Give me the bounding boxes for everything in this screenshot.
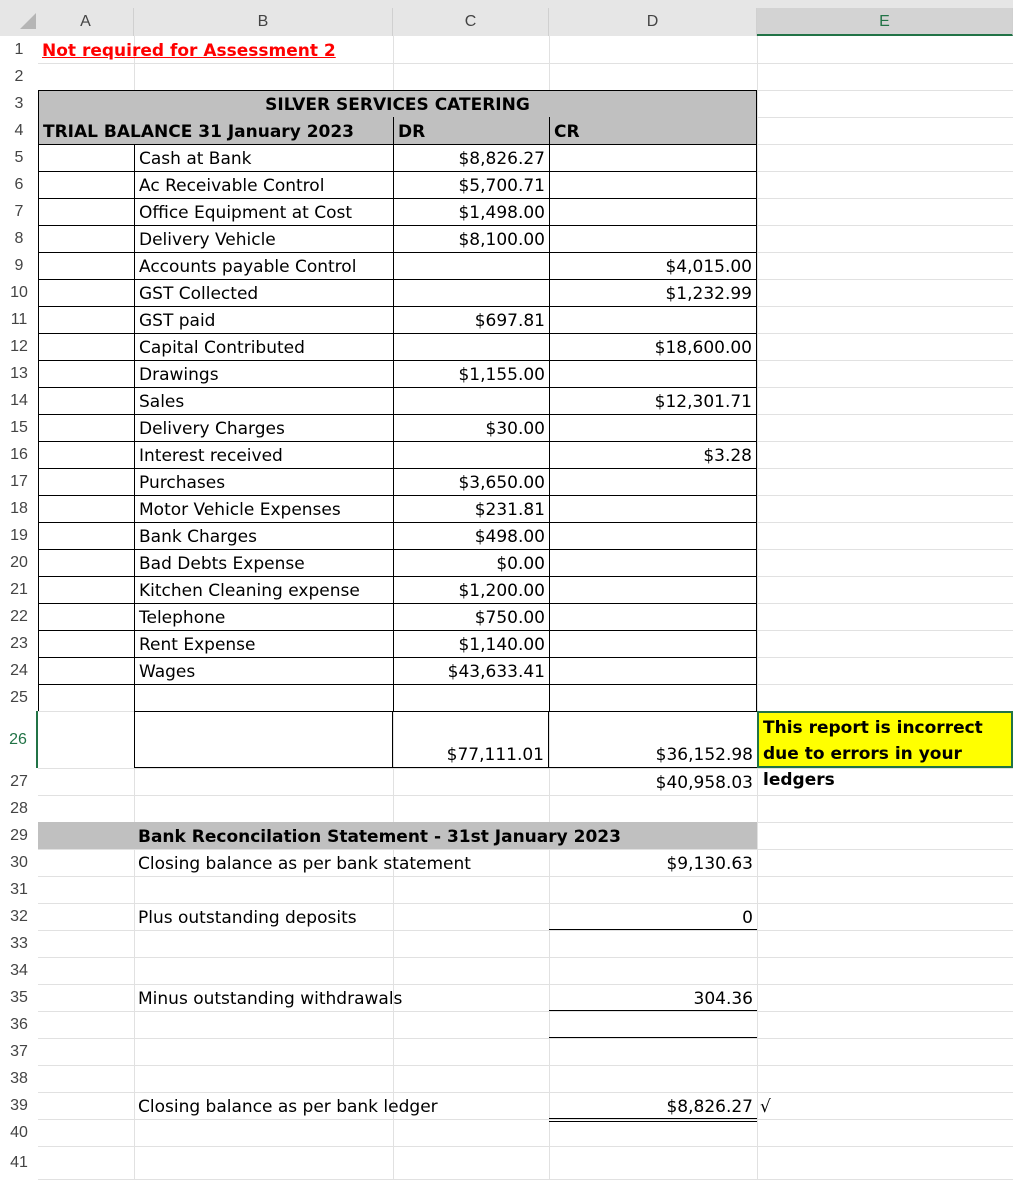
- double-underline-top-2: [549, 1037, 757, 1038]
- account-name[interactable]: GST paid: [134, 306, 393, 333]
- row-header-37[interactable]: 37: [0, 1038, 38, 1065]
- cr-amount[interactable]: [549, 549, 757, 576]
- account-row-blank[interactable]: [38, 360, 134, 387]
- account-row-blank[interactable]: [38, 333, 134, 360]
- assessment-note[interactable]: Not required for Assessment 2: [42, 41, 336, 61]
- grid-row-line: [38, 1065, 1013, 1066]
- row-header-8[interactable]: 8: [0, 225, 38, 252]
- ledger-label[interactable]: Closing balance as per bank ledger: [138, 1097, 438, 1117]
- dr-amount[interactable]: [393, 252, 549, 279]
- withdrawals-value[interactable]: 304.36: [693, 989, 753, 1009]
- ledger-underline: [549, 1118, 757, 1119]
- row-header-25[interactable]: 25: [0, 684, 38, 711]
- row-header-17[interactable]: 17: [0, 468, 38, 495]
- row-header-12[interactable]: 12: [0, 333, 38, 360]
- row-header-3[interactable]: 3: [0, 90, 38, 117]
- row-header-27[interactable]: 27: [0, 768, 38, 795]
- column-header-b[interactable]: B: [134, 8, 393, 36]
- row-header-9[interactable]: 9: [0, 252, 38, 279]
- account-name[interactable]: Motor Vehicle Expenses: [134, 495, 393, 522]
- dr-amount[interactable]: $3,650.00: [393, 468, 549, 495]
- account-row-blank[interactable]: [38, 603, 134, 630]
- error-comment[interactable]: This report is incorrect due to errors in your ledgers: [757, 711, 1013, 768]
- withdrawals-label[interactable]: Minus outstanding withdrawals: [138, 989, 403, 1009]
- account-row-blank[interactable]: [38, 144, 134, 171]
- dr-amount[interactable]: $1,200.00: [393, 576, 549, 603]
- row-header-2[interactable]: 2: [0, 63, 38, 90]
- account-row-blank[interactable]: [38, 306, 134, 333]
- grid-row-line: [38, 957, 1013, 958]
- dr-amount[interactable]: $8,826.27: [393, 144, 549, 171]
- deposits-value[interactable]: 0: [742, 908, 753, 928]
- account-name[interactable]: Cash at Bank: [134, 144, 393, 171]
- cr-amount[interactable]: [549, 657, 757, 684]
- cr-amount[interactable]: $3.28: [549, 441, 757, 468]
- grid-row-line: [38, 930, 1013, 931]
- row-header-29[interactable]: 29: [0, 822, 38, 849]
- dr-amount[interactable]: [393, 441, 549, 468]
- deposits-label[interactable]: Plus outstanding deposits: [138, 908, 357, 928]
- ledger-double-underline: [549, 1121, 757, 1122]
- account-row-blank[interactable]: [38, 495, 134, 522]
- row-header-40[interactable]: 40: [0, 1119, 38, 1146]
- account-row-blank[interactable]: [38, 279, 134, 306]
- row-header-4[interactable]: 4: [0, 117, 38, 144]
- grid-row-line: [38, 1011, 1013, 1012]
- bank-rec-title[interactable]: Bank Reconcilation Statement - 31st January 2023: [38, 822, 757, 849]
- account-row-blank[interactable]: [38, 252, 134, 279]
- row-header-7[interactable]: 7: [0, 198, 38, 225]
- cr-amount[interactable]: $18,600.00: [549, 333, 757, 360]
- closing-bank-label[interactable]: Closing balance as per bank statement: [138, 854, 471, 874]
- row-header-23[interactable]: 23: [0, 630, 38, 657]
- row-header-26[interactable]: 26: [0, 711, 38, 768]
- account-name[interactable]: Kitchen Cleaning expense: [134, 576, 393, 603]
- account-name[interactable]: Sales: [134, 387, 393, 414]
- blank-cell[interactable]: [549, 684, 757, 711]
- cr-amount[interactable]: $1,232.99: [549, 279, 757, 306]
- account-row-blank[interactable]: [38, 441, 134, 468]
- grid-row-line: [38, 876, 1013, 877]
- row-header-33[interactable]: 33: [0, 930, 38, 957]
- cr-amount[interactable]: [549, 225, 757, 252]
- account-name[interactable]: Rent Expense: [134, 630, 393, 657]
- grid-row-line: [38, 1038, 1013, 1039]
- account-name[interactable]: Delivery Charges: [134, 414, 393, 441]
- grid-row-line: [38, 795, 1013, 796]
- ledger-value[interactable]: $8,826.27: [666, 1097, 753, 1117]
- row-header-32[interactable]: 32: [0, 903, 38, 930]
- select-all-triangle-icon: [20, 13, 36, 29]
- account-name[interactable]: Drawings: [134, 360, 393, 387]
- total-cr[interactable]: $36,152.98: [549, 711, 757, 768]
- cr-amount[interactable]: [549, 576, 757, 603]
- row-header-31[interactable]: 31: [0, 876, 38, 903]
- row-header-14[interactable]: 14: [0, 387, 38, 414]
- account-row-blank[interactable]: [38, 198, 134, 225]
- account-row-blank[interactable]: [38, 549, 134, 576]
- row-header-21[interactable]: 21: [0, 576, 38, 603]
- dr-amount[interactable]: $1,155.00: [393, 360, 549, 387]
- account-name[interactable]: Delivery Vehicle: [134, 225, 393, 252]
- account-row-blank[interactable]: [38, 387, 134, 414]
- difference-amount[interactable]: $40,958.03: [655, 773, 753, 793]
- grid-row-line: [38, 63, 1013, 64]
- cr-amount[interactable]: [549, 522, 757, 549]
- column-header-c[interactable]: C: [393, 8, 549, 36]
- cr-amount[interactable]: [549, 603, 757, 630]
- cr-amount[interactable]: $4,015.00: [549, 252, 757, 279]
- row-header-5[interactable]: 5: [0, 144, 38, 171]
- deposits-underline: [549, 929, 757, 930]
- dr-amount[interactable]: $8,100.00: [393, 225, 549, 252]
- account-row-blank[interactable]: [38, 225, 134, 252]
- dr-amount[interactable]: $498.00: [393, 522, 549, 549]
- tick-mark[interactable]: √: [760, 1097, 771, 1117]
- closing-bank-value[interactable]: $9,130.63: [666, 854, 753, 874]
- column-header-e[interactable]: E: [757, 8, 1013, 36]
- account-name[interactable]: Purchases: [134, 468, 393, 495]
- account-row-blank[interactable]: [38, 171, 134, 198]
- row-header-22[interactable]: 22: [0, 603, 38, 630]
- dr-amount[interactable]: $697.81: [393, 306, 549, 333]
- row-header-15[interactable]: 15: [0, 414, 38, 441]
- row-header-10[interactable]: 10: [0, 279, 38, 306]
- dr-amount[interactable]: $0.00: [393, 549, 549, 576]
- account-row-blank[interactable]: [38, 657, 134, 684]
- cr-amount[interactable]: [549, 414, 757, 441]
- account-row-blank[interactable]: [38, 576, 134, 603]
- account-name[interactable]: GST Collected: [134, 279, 393, 306]
- grid-col-line: [757, 36, 758, 1179]
- row-header-35[interactable]: 35: [0, 984, 38, 1011]
- cr-amount[interactable]: [549, 468, 757, 495]
- row-header-24[interactable]: 24: [0, 657, 38, 684]
- account-name[interactable]: Accounts payable Control: [134, 252, 393, 279]
- account-row-blank[interactable]: [38, 468, 134, 495]
- dr-amount[interactable]: $30.00: [393, 414, 549, 441]
- grid-row-line: [38, 1119, 1013, 1120]
- account-name[interactable]: Interest received: [134, 441, 393, 468]
- dr-amount[interactable]: $231.81: [393, 495, 549, 522]
- dr-amount[interactable]: $1,140.00: [393, 630, 549, 657]
- dr-amount[interactable]: [393, 279, 549, 306]
- blank-cell[interactable]: [134, 684, 393, 711]
- cr-amount[interactable]: [549, 306, 757, 333]
- account-name[interactable]: Bad Debts Expense: [134, 549, 393, 576]
- cr-amount[interactable]: [549, 198, 757, 225]
- row-header-18[interactable]: 18: [0, 495, 38, 522]
- dr-amount[interactable]: $750.00: [393, 603, 549, 630]
- row-header-19[interactable]: 19: [0, 522, 38, 549]
- blank-cell[interactable]: [38, 684, 134, 711]
- cr-amount[interactable]: [549, 630, 757, 657]
- dr-amount[interactable]: $5,700.71: [393, 171, 549, 198]
- account-row-blank[interactable]: [38, 630, 134, 657]
- row-header-41[interactable]: 41: [0, 1146, 38, 1179]
- grid-row-line: [38, 1146, 1013, 1147]
- row-header-11[interactable]: 11: [0, 306, 38, 333]
- total-dr[interactable]: $77,111.01: [393, 711, 549, 768]
- row-header-20[interactable]: 20: [0, 549, 38, 576]
- row-header-34[interactable]: 34: [0, 957, 38, 984]
- account-name[interactable]: Telephone: [134, 603, 393, 630]
- dr-amount[interactable]: $1,498.00: [393, 198, 549, 225]
- column-header-d[interactable]: D: [549, 8, 757, 36]
- dr-amount[interactable]: [393, 387, 549, 414]
- row-header-1[interactable]: 1: [0, 36, 38, 63]
- account-name[interactable]: Capital Contributed: [134, 333, 393, 360]
- account-name[interactable]: Bank Charges: [134, 522, 393, 549]
- company-title[interactable]: SILVER SERVICES CATERING: [38, 90, 757, 117]
- row-header-13[interactable]: 13: [0, 360, 38, 387]
- trial-balance-title[interactable]: TRIAL BALANCE 31 January 2023: [38, 117, 393, 144]
- cr-amount[interactable]: [549, 144, 757, 171]
- total-label-cell[interactable]: [134, 711, 393, 768]
- withdrawals-underline: [549, 1010, 757, 1011]
- row-header-30[interactable]: 30: [0, 849, 38, 876]
- row-header-28[interactable]: 28: [0, 795, 38, 822]
- row-header-38[interactable]: 38: [0, 1065, 38, 1092]
- row-header-39[interactable]: 39: [0, 1092, 38, 1119]
- row-header-16[interactable]: 16: [0, 441, 38, 468]
- dr-amount[interactable]: [393, 333, 549, 360]
- account-row-blank[interactable]: [38, 414, 134, 441]
- row-header-36[interactable]: 36: [0, 1011, 38, 1038]
- account-name[interactable]: Office Equipment at Cost: [134, 198, 393, 225]
- dr-header[interactable]: DR: [393, 117, 549, 144]
- account-name[interactable]: Wages: [134, 657, 393, 684]
- cr-amount[interactable]: $12,301.71: [549, 387, 757, 414]
- cr-amount[interactable]: [549, 360, 757, 387]
- cr-amount[interactable]: [549, 495, 757, 522]
- cr-header[interactable]: CR: [549, 117, 757, 144]
- column-header-a[interactable]: A: [38, 8, 134, 36]
- account-name[interactable]: Ac Receivable Control: [134, 171, 393, 198]
- cr-amount[interactable]: [549, 171, 757, 198]
- row-header-6[interactable]: 6: [0, 171, 38, 198]
- blank-cell[interactable]: [393, 684, 549, 711]
- dr-amount[interactable]: $43,633.41: [393, 657, 549, 684]
- account-row-blank[interactable]: [38, 522, 134, 549]
